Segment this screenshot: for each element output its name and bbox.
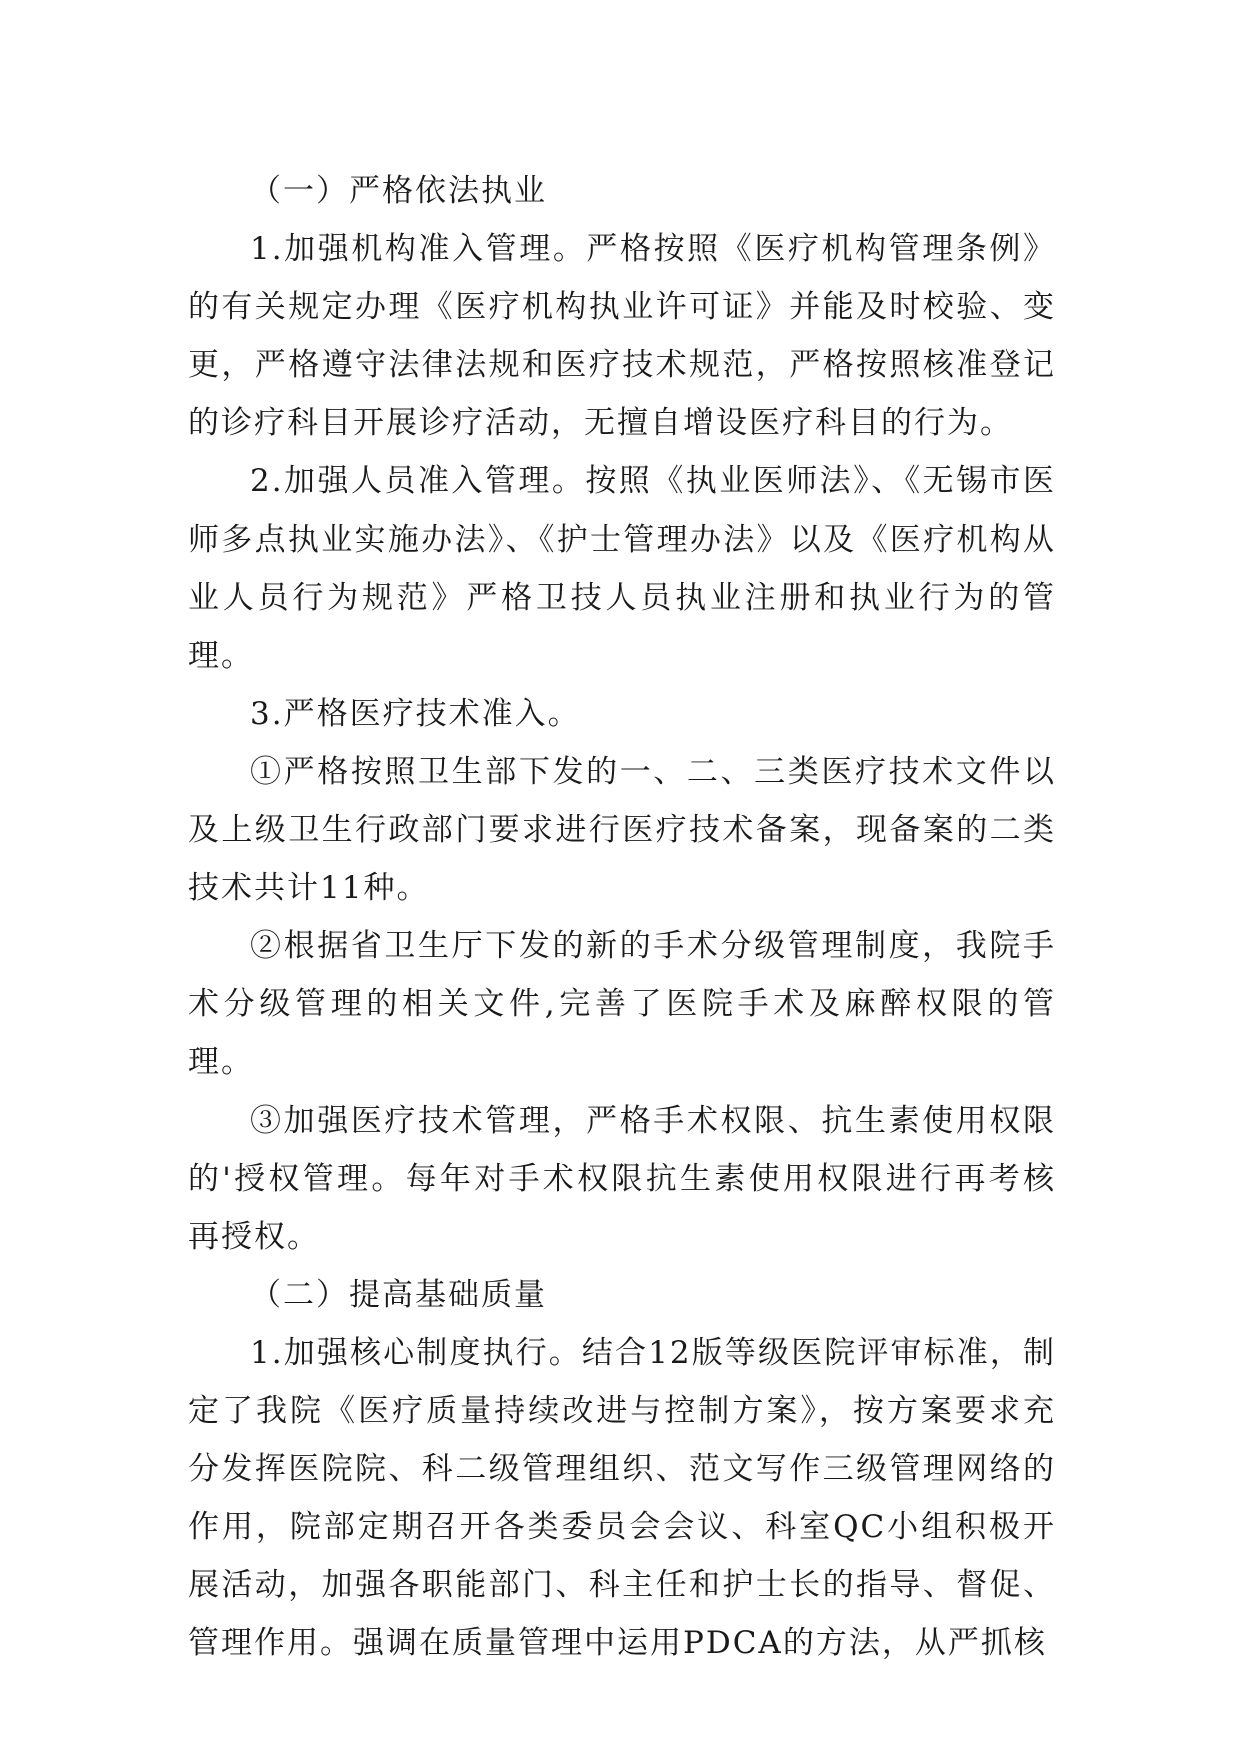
paragraph-core-system: 1.加强核心制度执行。结合12版等级医院评审标准，制定了我院《医疗质量持续改进与控制方案》，按方案要求充分发挥医院院、科二级管理组织、范文写作三级管理网络的作用，院部定期召开各类委员会会议、科室QC小组积极开展活动，加强各职能部门、科主任和护士长的指导、督促、管理作用。强调在质量管理中运用PDCA的方法，从严抓核 xyxy=(188,1334,1056,1662)
paragraph-item-2: ②根据省卫生厅下发的新的手术分级管理制度，我院手术分级管理的相关文件,完善了医院手术及麻醉权限的管理。 xyxy=(188,928,1056,1081)
paragraph-institution-access: 1.加强机构准入管理。严格按照《医疗机构管理条例》的有关规定办理《医疗机构执业许可证》并能及时校验、变更，严格遵守法律法规和医疗技术规范，严格按照核准登记的诊疗科目开展诊疗活动，无擅自增设医疗科目的行为。 xyxy=(188,231,1056,442)
document-body xyxy=(188,162,1056,1672)
paragraph-personnel-access: 2.加强人员准入管理。按照《执业医师法》、《无锡市医师多点执业实施办法》、《护士管理办法》以及《医疗机构从业人员行为规范》严格卫技人员执业注册和执业行为的管理。 xyxy=(188,463,1056,674)
section-heading-1: （一）严格依法执业 xyxy=(250,173,547,209)
section-heading-2: （二）提高基础质量 xyxy=(250,1276,547,1313)
paragraph-item-3: ③加强医疗技术管理，严格手术权限、抗生素使用权限的'授权管理。每年对手术权限抗生素使用权限进行再考核再授权。 xyxy=(188,1102,1056,1255)
paragraph-technology-access: 3.严格医疗技术准入。 xyxy=(250,695,581,732)
paragraph-item-1: ①严格按照卫生部下发的一、二、三类医疗技术文件以及上级卫生行政部门要求进行医疗技术备案，现备案的二类技术共计11种。 xyxy=(188,753,1056,907)
